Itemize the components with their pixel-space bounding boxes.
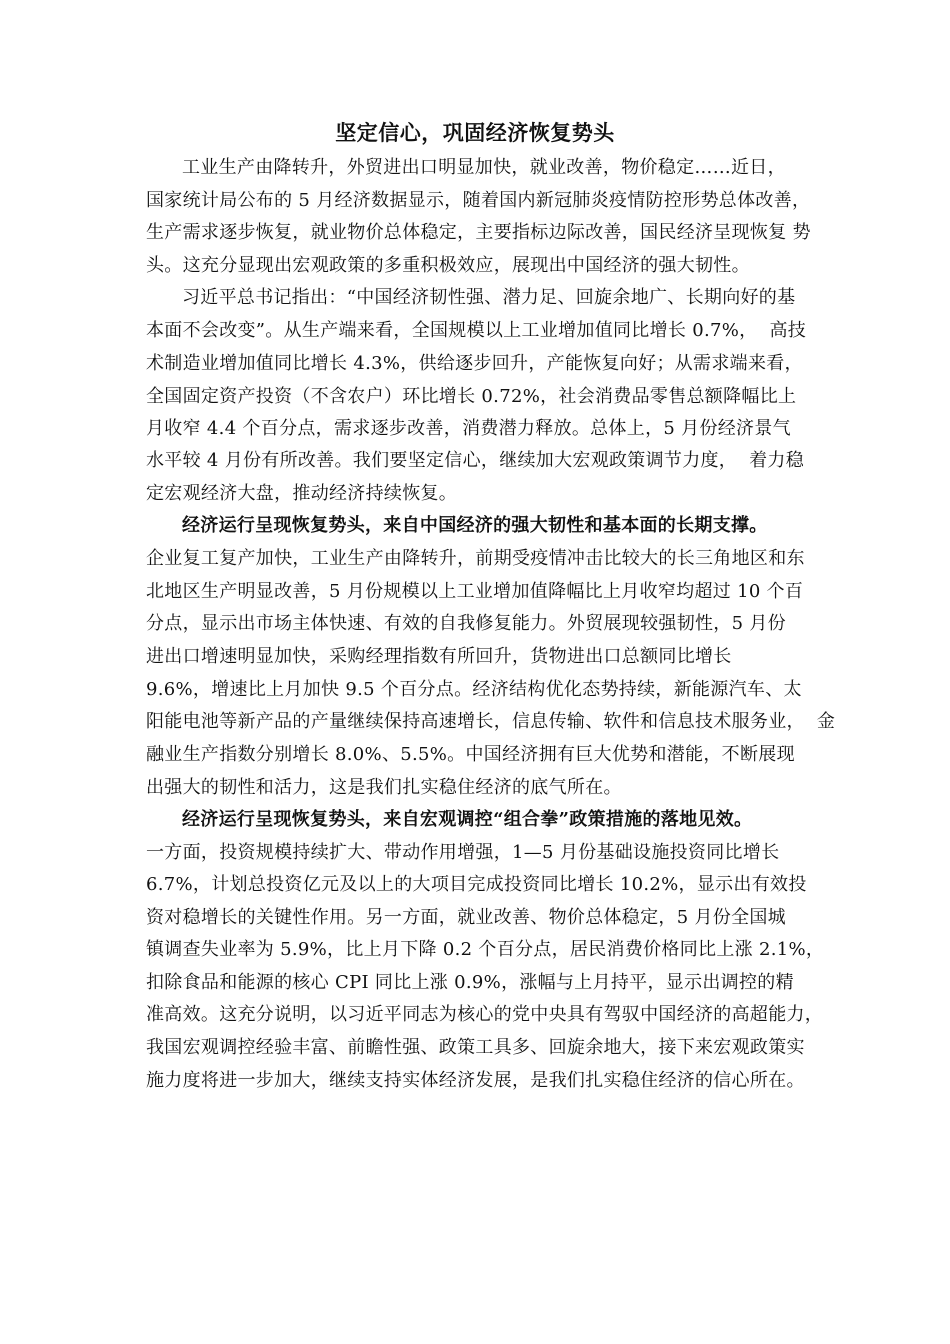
paragraph-line: 定宏观经济大盘，推动经济持续恢复。: [146, 483, 458, 504]
paragraph-line: 国家统计局公布的 5 月经济数据显示，随着国内新冠肺炎疫情防控形势总体改善，: [146, 190, 811, 211]
paragraph-line: 分点，显示出市场主体快速、有效的自我修复能力。外贸展现较强韧性，5 月份: [146, 613, 786, 634]
paragraph-line: 融业生产指数分别增长 8.0%、5.5%。中国经济拥有巨大优势和潜能，不断展现: [146, 744, 795, 765]
paragraph-line: 本面不会改变”。从生产端来看，全国规模以上工业增加值同比增长 0.7%， 高技: [146, 320, 807, 341]
paragraph-line: 6.7%，计划总投资亿元及以上的大项目完成投资同比增长 10.2%，显示出有效投: [146, 874, 807, 895]
paragraph-line: 术制造业增加值同比增长 4.3%，供给逐步回升，产能恢复向好；从需求端来看，: [146, 353, 803, 374]
paragraph-line: 镇调查失业率为 5.9%，比上月下降 0.2 个百分点，居民消费价格同比上涨 2.1%，: [146, 939, 825, 960]
paragraph-line: 全国固定资产投资（不含农户）环比增长 0.72%，社会消费品零售总额降幅比上: [146, 386, 797, 407]
paragraph-line: 资对稳增长的关键性作用。另一方面，就业改善、物价总体稳定，5 月份全国城: [146, 907, 786, 928]
paragraph-line: 施力度将进一步加大，继续支持实体经济发展，是我们扎实稳住经济的信心所在。: [146, 1070, 805, 1091]
paragraph-line: 水平较 4 月份有所改善。我们要坚定信心，继续加大宏观政策调节力度， 着力稳: [146, 450, 805, 471]
paragraph-line: 一方面，投资规模持续扩大、带动作用增强，1—5 月份基础设施投资同比增长: [146, 842, 780, 863]
paragraph-line: 习近平总书记指出：“中国经济韧性强、潜力足、回旋余地广、长期向好的基: [182, 287, 796, 308]
paragraph-line: 准高效。这充分说明，以习近平同志为核心的党中央具有驾驭中国经济的高超能力，: [146, 1004, 824, 1025]
paragraph-line: 月收窄 4.4 个百分点，需求逐步改善，消费潜力释放。总体上，5 月份经济景气: [146, 418, 791, 439]
paragraph-line: 企业复工复产加快，工业生产由降转升，前期受疫情冲击比较大的长三角地区和东: [146, 548, 805, 569]
paragraph-line: 阳能电池等新产品的产量继续保持高速增长，信息传输、软件和信息技术服务业， 金: [146, 711, 836, 732]
paragraph-line: 我国宏观调控经验丰富、前瞻性强、政策工具多、回旋余地大，接下来宏观政策实: [146, 1037, 805, 1058]
paragraph-line: 9.6%，增速比上月加快 9.5 个百分点。经济结构优化态势持续，新能源汽车、太: [146, 679, 802, 700]
paragraph-line: 进出口增速明显加快，采购经理指数有所回升，货物进出口总额同比增长: [146, 646, 732, 667]
paragraph-line: 出强大的韧性和活力，这是我们扎实稳住经济的底气所在。: [146, 777, 622, 798]
paragraph-line: 扣除食品和能源的核心 CPI 同比上涨 0.9%，涨幅与上月持平，显示出调控的精: [146, 972, 794, 993]
paragraph-line: 工业生产由降转升，外贸进出口明显加快，就业改善，物价稳定……近日，: [182, 157, 786, 178]
section-heading: 经济运行呈现恢复势头，来自中国经济的强大韧性和基本面的长期支撑。: [182, 515, 768, 536]
paragraph-line: 头。这充分显现出宏观政策的多重积极效应，展现出中国经济的强大韧性。: [146, 255, 750, 276]
paragraph-line: 北地区生产明显改善，5 月份规模以上工业增加值降幅比上月收窄均超过 10 个百: [146, 581, 804, 602]
paragraph-line: 生产需求逐步恢复，就业物价总体稳定，主要指标边际改善，国民经济呈现恢复 势: [146, 222, 811, 243]
section-heading: 经济运行呈现恢复势头，来自宏观调控“组合拳”政策措施的落地见效。: [182, 809, 753, 830]
document-title: 坚定信心，巩固经济恢复势头: [335, 120, 615, 145]
